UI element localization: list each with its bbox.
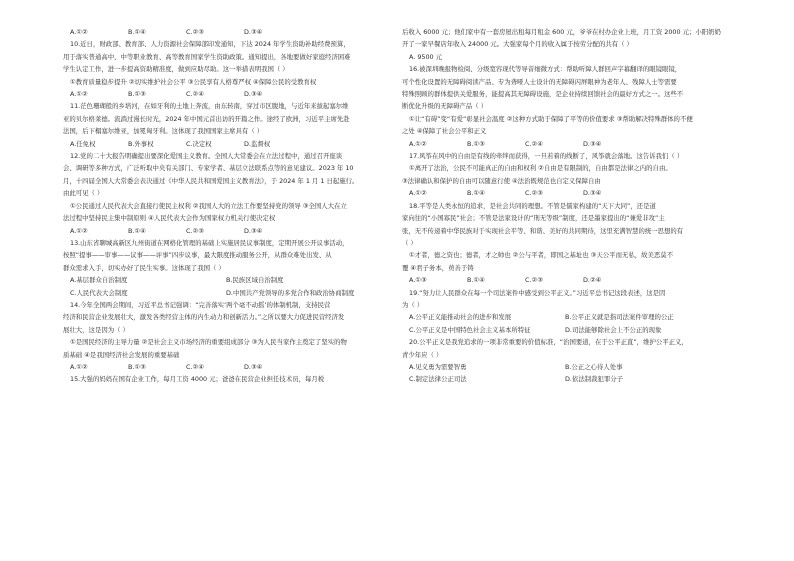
answer-option: D.③④	[244, 226, 263, 235]
text-line: 10.近日，财政部、教育部、人力资源社会保障部印发通知，下达 2024 年学生资助补助经费预算，	[70, 40, 350, 49]
text-line: 法过程中坚持民主集中制原则 ④人民代表大会作为国家权力机关行使决定权	[63, 214, 276, 223]
text-line: 会、调研等多种方式，广泛听取中央有关部门、专家学者、基层立法联系点等的意见建议。2023 年 10	[63, 164, 354, 173]
answer-options	[402, 274, 732, 286]
text-line: 为（ ）	[402, 300, 424, 309]
answer-option: B.外事权	[128, 139, 154, 148]
text-line: 13.山东省聊城高新区九州街道在网格化管理的基础上实施居民议事制度，定期开展公开议事活动，	[70, 238, 349, 247]
answer-option: A.①②	[70, 226, 88, 235]
answer-option: C.②③	[525, 276, 543, 285]
answer-option: D.③④	[244, 90, 263, 99]
text-line: 11.茫色珊瑚般的乡培河，在如牙利的土地上奔流，由东转南，穿过市区腹地，与近年来拔起塞尔维	[70, 102, 349, 111]
text-line: 可个性化设置的无障碍阅读产品、专为聋哑人士设计的无障碍闪屏眼神为老年人、残障人士等需要	[402, 77, 677, 86]
answer-option: A.①③	[409, 276, 427, 285]
text-line: ①才者，德之资也；德者，才之帅也 ②公与平者，即国之基址也 ③天公平而无私，故美恶莫不	[409, 251, 674, 260]
text-line: 断优化升级的无障碍产品（ ）	[402, 102, 488, 111]
text-line: 12.党的二十大报告明确提出要深化爱国主义教育。全国人大常委会在立法过程中，通过召开座谈	[70, 152, 343, 161]
text-line: 由此可见（ ）	[63, 189, 104, 198]
answer-option: B.①③	[467, 139, 485, 148]
answer-options	[63, 274, 393, 286]
answer-option: B.①④	[128, 28, 146, 36]
answer-option: C.②④	[186, 90, 204, 99]
text-line: 亚的贝尔格莱德。流淌过漫长时光，2024 年中国元首出访的开篇之作。途经了欧洲，习近平主席先赴	[63, 114, 350, 123]
answer-option: D.③④	[583, 139, 602, 148]
answer-option: A.①②	[70, 28, 88, 36]
answer-options	[402, 138, 732, 150]
text-line: 18.平等是人类永恒的追求，是社会共同的理想。不管是儒家构建的“天下大同”，还是道	[409, 201, 656, 210]
answer-option: C.②③	[525, 189, 543, 198]
text-line: ①是国民经济的主导力量 ②是社会主义市场经济的重要组成部分 ③为人民当家作主奠定了坚实的物	[70, 338, 347, 347]
text-line: ①让“有碍”变“有爱”彰显社会温度 ②这种方式助于保障了平等的价值要求 ③帮助解决特殊群体的不便	[409, 114, 693, 123]
text-line: 经济和民营企业发展壮大，激发各类经营主体的内生动力和创新活力。”之所以要大力促进民营经济发	[63, 313, 345, 322]
text-line: 特殊照顾的群体提供关爱服务，能提高其无障碍设施，是企业持续回馈社会的最好方式之一。这些不	[402, 90, 684, 99]
answer-options	[402, 311, 732, 323]
answer-option: D.③④	[244, 362, 263, 371]
answer-option: B.公平正义就是指司法案件审理的公正	[565, 313, 674, 322]
text-line: 质基础 ④是我国经济社会发展的重要基础	[63, 350, 180, 359]
answer-options	[63, 287, 393, 299]
text-line: 学生认定工作，进一步提高资助精准度，做到应助尽助。这一举措表明我国（ ）	[63, 65, 289, 74]
answer-options	[63, 26, 393, 38]
text-line: 群众需求入手，切实办好了民生实事。这体现了我国（ ）	[63, 263, 225, 272]
answer-option: D.依法制裁犯罪分子	[565, 375, 624, 384]
answer-option: C.②③	[186, 28, 204, 36]
answer-option: C.公平正义是中国特色社会主义基本所特征	[409, 325, 531, 334]
text-line: 按照“提事——审事——议事——评事”四步议事，最大限度推动服务公开，从群众难处出发、从	[63, 251, 332, 260]
answer-option: D.②④	[583, 276, 602, 285]
text-line: （ ）	[402, 238, 417, 247]
answer-options	[402, 361, 732, 373]
text-line: 月，十四届全国人大常委会表决通过《中华人民共和国爱国主义教育法》，于 2024 年 1 月 1 日起施行。	[63, 176, 359, 185]
text-line: 用于落实普通高中、中等职业教育、高等教育国家学生资助政策。通知提出，各地要做好家庭经济困难	[63, 52, 351, 61]
answer-option: C.决定权	[186, 139, 212, 148]
answer-option: C.②③	[186, 226, 204, 235]
answer-option: A.①②	[409, 189, 427, 198]
text-line: 青少年应（ ）	[402, 350, 443, 359]
answer-options	[63, 225, 393, 237]
text-line: ①教育质量稳步提升 ②切实维护社会公平 ③公民享有人格尊严权 ④保障公民的受教育权	[70, 77, 317, 86]
answer-option: C.制定法律公正司法	[409, 375, 467, 384]
answer-option: B.公正之心待人处事	[565, 362, 623, 371]
text-line: 法国，后下榻塞尔维亚，加冕匈牙利。这体现了我国国家主席具有（ ）	[63, 127, 264, 136]
answer-option: D.③④	[244, 28, 263, 36]
text-line: 16.被深圳晚报物检阅、分级宽容现代等导音细微方式：帮助听障人群回声字幕翻译的眼镜眼镜，	[409, 65, 682, 74]
answer-options	[63, 138, 393, 150]
answer-option: A.基层群众自治制度	[70, 276, 128, 285]
answer-option: D.③④	[583, 189, 602, 198]
answer-option: B.①④	[467, 189, 485, 198]
answer-options	[402, 324, 732, 336]
answer-option: C.②④	[186, 362, 204, 371]
answer-options	[63, 361, 393, 373]
text-line: 20.公平正义是我党追求的一项非常重要的价值标准，“治国要道，在于公平正直”，维护公平正义，	[409, 338, 688, 347]
text-line: A. 9500 元	[409, 52, 443, 61]
text-line: 14.今年全国两会期间，习近平总书记强调：“完善落实‘两个毫不动摇’的体制机制，支持民营	[70, 300, 331, 309]
answer-option: B.①④	[128, 226, 146, 235]
answer-option: A.公平正义能推动社会的进步和发展	[409, 313, 512, 322]
answer-option: A.任免权	[70, 139, 96, 148]
answer-option: B.①③	[128, 90, 146, 99]
text-line: 展壮大，这是因为（ ）	[63, 325, 129, 334]
answer-option: D.监督权	[244, 139, 271, 148]
answer-option: D.中国共产党领导的多党合作和政治协商制度	[226, 288, 355, 297]
answer-option: B.①③	[128, 362, 146, 371]
text-line: 之处 ④保障了社会公平和正义	[402, 127, 487, 136]
text-line: 后收入 6000 元；他们家中有一套房屋出租每月租金 600 元，爷爷在村办企业上班，月工资 2000 元；小阳奶奶	[402, 28, 721, 36]
text-line: ③法律确认和保护的自由可以随意行使 ④法治既规范也自定义保障自由	[402, 176, 601, 185]
answer-options	[402, 373, 732, 385]
answer-option: A.见义勇为需要智勇	[409, 362, 467, 371]
text-line: 家向往的“小国寡民”社会；不管是法家设计的“刑无等级”制度，还是墨家提出的“兼爱非攻”主	[402, 214, 665, 223]
answer-option: B.民族区域自治制度	[226, 276, 284, 285]
text-line: 15.大强的妈妈在国有企业工作，每月工资 4000 元；爸爸在民营企业担任技术员，每月税	[70, 375, 325, 384]
text-line: 张，无不传递着中华民族对于实现社会平等、和谐、美好的共同期待，这里充满智慧的统一思想的有	[402, 226, 684, 235]
answer-option: C.②④	[525, 139, 543, 148]
answer-options	[63, 88, 393, 100]
text-line: ①公民通过人民代表大会直接行使民主权利 ②我国人大的立法工作要坚持党的领导 ③全国人大在立	[70, 201, 347, 210]
answer-option: A.①②	[70, 90, 88, 99]
text-line: 17.风筝在风中的自由是有线的牵绊而获得，一旦若着的线断了，风筝就会落地。这告诉我们（ ）	[409, 152, 684, 161]
text-line: 19.“努力让人民群众在每一个司法案件中感受到公平正义。”习近平总书记这段表述，这是因	[409, 288, 666, 297]
answer-option: A.①②	[409, 139, 427, 148]
text-line: 开了一家早餐店年收入 24000 元。大强家每个月的收入属于按劳分配的共有（ ）	[402, 40, 633, 49]
answer-options	[402, 187, 732, 199]
answer-option: B.①④	[467, 276, 485, 285]
text-line: 覆 ④君子务本，萸善于铸	[402, 263, 474, 272]
right-column	[402, 26, 732, 549]
answer-option: C.人民代表大会制度	[70, 288, 128, 297]
text-line: ①离开了法治，公民不可能真正的自由和权利 ②自由是有限制的，自由都是法律之内的自由。	[409, 164, 672, 173]
answer-option: A.①②	[70, 362, 88, 371]
left-column	[63, 26, 393, 549]
answer-option: D.司法能够除社会上不公正的现象	[565, 325, 662, 334]
